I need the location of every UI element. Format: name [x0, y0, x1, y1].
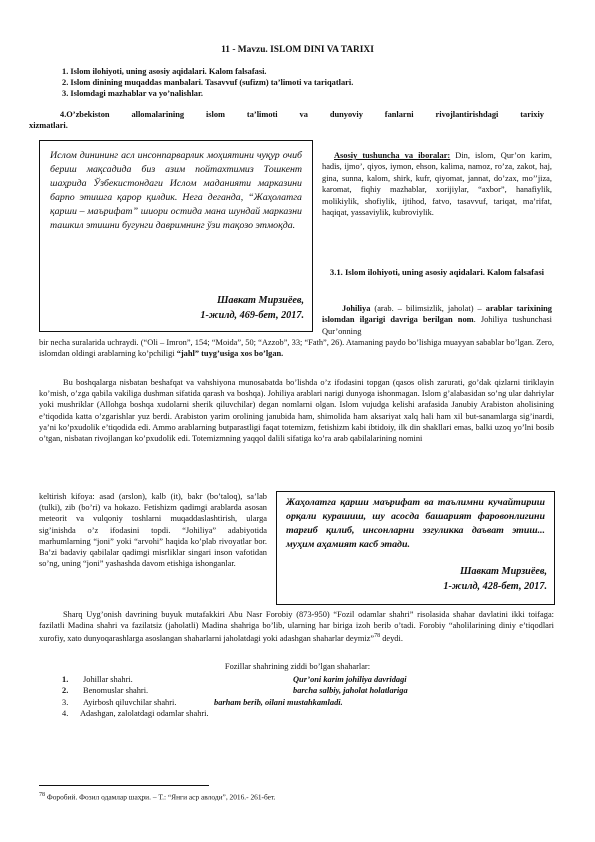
outline-item: 1. Islom ilohiyoti, uning asosiy aqidalari. Kalom falsafasi.: [62, 67, 267, 76]
list-text: Ayirbosh qiluvchilar shahri.: [83, 697, 177, 707]
list-number: 4.: [62, 708, 69, 718]
outline-item-4: [29, 109, 544, 131]
list-item: [62, 685, 522, 696]
key-terms-text: Din, islom, Qur’on karim, hadis, ijmo’, qiyos, iymon, ehson, kalima, namoz, ro’za, zakot, haj, gina, sunna, kalom, shirk, kufr, qiyomat, jannat, do’zax, mo’’jiza, karomat, fiqhiy mazhablar, xorijiylar, “axbor”, hanafiylik, molikiylik, shofiylik, ijtihod, fatvo, tasavvuf, tariqat, ma’rifat, haqiqat, yassaviylik, kubroviylik.: [322, 151, 553, 218]
list-number: 1.: [62, 675, 69, 684]
list-number: 3.: [62, 697, 69, 707]
key-terms-label: Asosiy tushuncha va iboralar:: [334, 151, 451, 160]
quote-attribution: [200, 294, 304, 323]
list-text: Benomuslar shahri.: [83, 686, 149, 696]
paragraph-1-bold: “jahl” tuyg’usiga xos bo’lgan.: [176, 349, 284, 359]
quote-text: Ислом динининг асл инсонпарварлик моҳиятини чуқур очиб бериш мақсадида биз азим пойтахтимиз Тошкент шаҳрида Ўзбекистондаги Ислом маданияти марказини барпо этишга қарор қилдик. Нега деганда, “Жаҳолатга қарши – маърифат” шиори остида мана шундай марказни ташкил этишни бугунги давримнинг ўзи тақозо этмоқда.: [50, 150, 302, 231]
paragraph-1: [39, 337, 554, 359]
list-note: barcha salbiy, jaholat holatlariga: [293, 686, 408, 696]
quote-box-1: [39, 140, 313, 332]
paragraph-2: Bu boshqalarga nisbatan beshafqat va vahshiyona munosabatda bo’lishda o’z ifodasini topgan (qasos olish zarurati, go’dak qizlarni tiriklayin ko’mish, o’zga qabila vakiliga dushman sifatida qarash va boshqa). Johiliya arablari narigi dunyoga ishonmagan. Islom g’alabasidan so’ng ular dahriylar yoki mushriklar (Allohga boshqa xudolarni sherik qiluvchilar) degan nomlarni olgan. Islom vujudga kelishi arafasida Janubiy Arabiston aholisining e’tiqodida katta o’zgarishlar yuz berdi. Arabiston yarim orolining janubida ham, shimolida ham aksariyat xalq hali ham xil but-sanamlarga sig’inardi, ya’ni ko’pxudolik e’tiqodida edi. Ammo arablarning butparastligi faqat totemizm, fetishizm kabi ibtidoiy, ilk din shakllari emas, balki uzoq yo’lni bosib o’tgan, nisbatan rivojlangan ko’pxudolik edi. Totemizmning yaqqol dalili sifatiga ko’ra arab qabilalarining nomini: [39, 378, 554, 444]
footnote-ref[interactable]: 78: [374, 633, 381, 640]
quote-source: 1-жилд, 428-бет, 2017.: [443, 580, 547, 592]
cities-list: [62, 674, 522, 719]
list-item: [62, 674, 522, 685]
footnote: [39, 792, 275, 801]
outline-item-4-line1: 4.O’zbekiston allomalarining islom ta’limoti va dunyoviy fanlarni rivojlantirishdagi tarixiy: [60, 110, 544, 119]
list-note: barham berib, oilani mustahkamladi.: [214, 697, 343, 707]
paragraph-3: keltirish kifoya: asad (arslon), kalb (it), bakr (bo’taloq), sa’lab (tulki), zib (bo’ri) va hokazo. Fetishizm qadimgi arablarda asosan meteorit va vulqoniy toshlarni muqaddaslashtirish, ularga sig’inishda o’z ifodasini topdi. “Johiliya” adabiyotida marhumlarning “joni” yoki “arvohi” haqida ko’plab rivoyatlar bor. Ba’zi badaviy qabilalar qadimgi misrliklar singari inson vafotidan so’ng, uning “joni” yashashda davom etishiga ishonganlar.: [39, 492, 267, 569]
quote-author: Шавкат Мирзиёев,: [459, 566, 547, 577]
list-heading: Fozillar shahrining ziddi bo’lgan shaharlar:: [224, 662, 371, 671]
quote-attribution: [443, 565, 547, 594]
term-bold: Johiliya: [342, 304, 371, 313]
section-heading: 3.1. Islom ilohiyoti, uning asosiy aqidalari. Kalom falsafasi: [329, 267, 545, 277]
paragraph-4-text: Sharq Uyg’onish davrining buyuk mutafakkiri Abu Nasr Forobiy (873-950) “Fozil odamlar shahri” risolasida shahar davlatini ikki toifaga: fazilatli Madina shahri va fazilatsiz (jaholatli) Madina shahriga bo’lib, ularning har biriga izoh berib o’tadi. Forobiy “aholilarining diniy e’tiqodlari xurofiy, xato dunyoqarashlarga asoslangan shaharlarni jaholatdagi yoki adashgan shaharlar deymiz”: [39, 610, 554, 644]
list-item: [62, 708, 522, 719]
quote-source: 1-жилд, 469-бет, 2017.: [200, 309, 304, 321]
paragraph-4-end: deydi.: [380, 634, 403, 644]
johiliya-paragraph: [322, 303, 552, 337]
footnote-divider: [39, 785, 209, 786]
quote-box-2: [276, 491, 555, 605]
page-title: 11 - Mavzu. ISLOM DINI VA TARIXI: [221, 45, 374, 55]
footnote-number: 78: [39, 792, 45, 798]
term-bold-definition: arablar tarixining islomdan ilgarigi davriga berilgan nom: [322, 304, 552, 325]
list-number: 2.: [62, 686, 69, 696]
quote-author: Шавкат Мирзиёев,: [216, 295, 304, 306]
topic-outline: [62, 66, 542, 100]
term-text: . Johiliya tushunchasi Qur’onning: [322, 315, 552, 336]
list-item: [62, 697, 522, 708]
footnote-text: Форобий. Фозил одамлар шаҳри. – Т.: “Янги аср авлоди”, 2016.- 261-бет.: [46, 792, 276, 802]
outline-item: 3. Islomdagi mazhablar va yo’nalishlar.: [62, 89, 203, 99]
list-text: Adashgan, zalolatdagi odamlar shahri.: [80, 708, 209, 718]
outline-item: 2. Islom dinining muqaddas manbalari. Tasavvuf (sufizm) ta’limoti va tariqatlari.: [62, 78, 354, 88]
key-terms-paragraph: [322, 150, 552, 218]
list-note: Qur’oni karim johiliya davridagi: [293, 675, 407, 684]
list-text: Johillar shahri.: [83, 675, 133, 684]
term-definition: (arab. – bilimsizlik, jaholat) –: [370, 304, 486, 313]
quote-text: Жаҳолатга қарши маърифат ва таълимни кучайтириш орқали курашиш, шу асосда башарият фаровонлигини тарғиб қилиб, инсонларни эзгуликка даъват этиш... муҳим аҳамият касб этади.: [286, 497, 545, 550]
paragraph-1-text: bir necha suralarida uchraydi. (“Oli – Imron”, 154; “Moida”, 50; “Azzob”, 33; “Fath”, 26). Atamaning paydo bo’lishiga muayyan sabablar bo’lgan. Zero, islomdan oldingi arablarning ko’pchiligi: [39, 338, 554, 359]
paragraph-4: [39, 609, 554, 644]
outline-item-4-line2: xizmatlari.: [29, 121, 68, 131]
